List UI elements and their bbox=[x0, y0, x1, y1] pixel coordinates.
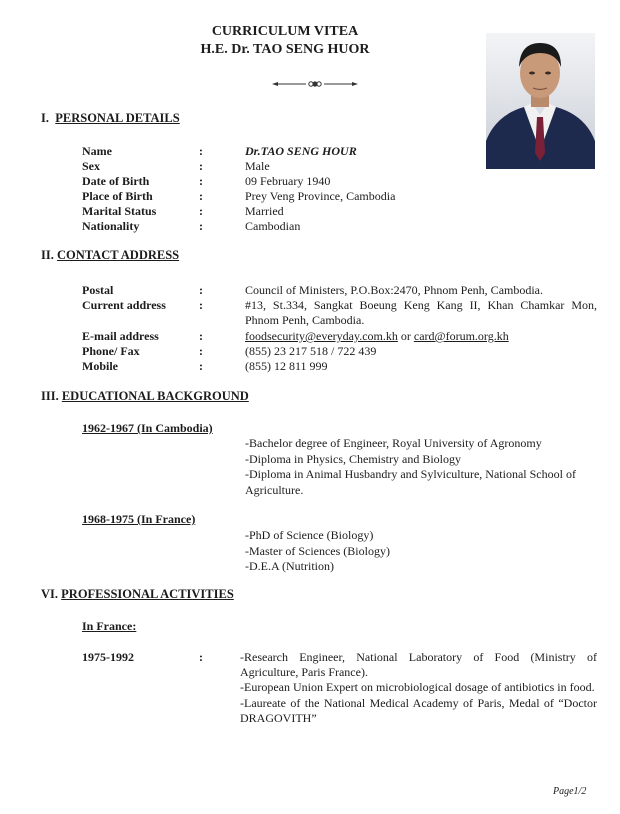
section-personal-details: I. PERSONAL DETAILS bbox=[41, 111, 180, 125]
cv-page: CURRICULUM VITEA H.E. Dr. TAO SENG HUOR I. PERSONAL DETAILS Name : Dr.TAO SENG HOUR Sex : Male Date of Birth : 09 February 1940 Place of Birth : Prey Veng Province, Cambodia Marital Status : Married Nationality : Cambodian II. CONTACT ADDRESS Postal : Council of Ministers, P.O.Box:2470, Phnom Penh, Cambodia. Current address : #13, St.334, Sangkat Boeung Keng Kang II, Khan Chamkar Mon, Phnom Penh, Cambodia. E-mail address : foodsecurity@everyday.com.kh or card@forum.org.kh Phone/ Fax : (855) 23 217 518 / 722 439 Mobile : (855) 12 811 999 III. EDUCATIONAL BACKGROUND 1962-1967 (In Cambodia) -Bachelor degree of Engineer, Royal University of Agronomy -Diploma in Physics, Chemistry and Biology -Diploma in Animal Husbandry and Sylviculture, National School of Agriculture. 1968-1975 (In France) -PhD of Science (Biology) -Master of Sciences (Biology) -D.E.A (Nutrition) VI. PROFESSIONAL ACTIVITIES In France: 1975-1992 : -Research Engineer, National Laboratory of Food (Ministry of Agriculture, Paris France). -European Union Expert on microbiological dosage of antibiotics in food. -Laureate of the National Medical Academy of Paris, Medal of “Doctor DRAGOVITH” Page1/2 bbox=[0, 0, 620, 814]
section-contact-address: II. CONTACT ADDRESS bbox=[41, 248, 180, 262]
ornament-divider-icon bbox=[270, 78, 360, 90]
education-period-france: 1968-1975 (In France) bbox=[82, 512, 196, 526]
page-number: Page1/2 bbox=[553, 786, 587, 797]
personal-row-date-of-birth: Date of Birth : 09 February 1940 bbox=[82, 174, 331, 188]
document-title: CURRICULUM VITEA bbox=[211, 24, 359, 39]
section-professional-activities: VI. PROFESSIONAL ACTIVITIES bbox=[41, 587, 234, 601]
current-address-value: #13, St.334, Sangkat Boeung Keng Kang II, Khan Chamkar Mon, Phnom Penh, Cambodia. bbox=[245, 298, 597, 327]
section-educational-background: III. EDUCATIONAL BACKGROUND bbox=[41, 389, 249, 403]
list-item: -Master of Sciences (Biology) bbox=[245, 543, 390, 558]
name-value: Dr.TAO SENG HOUR bbox=[245, 144, 357, 158]
personal-row-sex: Sex : Male bbox=[82, 159, 270, 173]
list-item: -PhD of Science (Biology) bbox=[245, 528, 374, 542]
contact-row-current-address: Current address : bbox=[82, 298, 203, 312]
personal-row-marital-status: Marital Status : Married bbox=[82, 204, 284, 218]
contact-row-postal: Postal : Council of Ministers, P.O.Box:2470, Phnom Penh, Cambodia. bbox=[82, 283, 544, 297]
list-item: -D.E.A (Nutrition) bbox=[245, 559, 334, 573]
professional-period: 1975-1992 bbox=[82, 650, 134, 664]
personal-row-nationality: Nationality : Cambodian bbox=[82, 219, 301, 233]
education-period-cambodia: 1962-1967 (In Cambodia) bbox=[82, 421, 213, 435]
personal-row-name: Name : Dr.TAO SENG HOUR bbox=[82, 144, 357, 158]
document-subtitle: H.E. Dr. TAO SENG HUOR bbox=[200, 42, 370, 57]
list-item: -Diploma in Animal Husbandry and Sylviculture, National School of Agriculture. bbox=[245, 467, 576, 497]
list-item: -European Union Expert on microbiological dosage of antibiotics in food. bbox=[240, 680, 595, 695]
contact-row-mobile: Mobile : (855) 12 811 999 bbox=[82, 359, 328, 373]
email-link-foodsecurity[interactable]: foodsecurity@everyday.com.kh bbox=[245, 329, 398, 343]
section-heading: PROFESSIONAL ACTIVITIES bbox=[61, 587, 234, 601]
education-list-cambodia bbox=[245, 436, 597, 498]
section-heading: EDUCATIONAL BACKGROUND bbox=[61, 389, 249, 403]
professional-list bbox=[240, 650, 597, 726]
list-item: -Laureate of the National Medical Academy of Paris, Medal of “Doctor DRAGOVITH” bbox=[240, 695, 597, 725]
list-item: -Bachelor degree of Engineer, Royal University of Agronomy bbox=[245, 436, 542, 450]
professional-sub-in-france: In France: bbox=[82, 619, 137, 633]
contact-row-email: E-mail address : foodsecurity@everyday.com.kh or card@forum.org.kh bbox=[82, 329, 509, 343]
email-link-card[interactable]: card@forum.org.kh bbox=[413, 329, 509, 343]
section-heading: CONTACT ADDRESS bbox=[56, 248, 180, 262]
list-item: -Diploma in Physics, Chemistry and Biology bbox=[245, 451, 461, 466]
contact-row-phone-fax: Phone/ Fax : (855) 23 217 518 / 722 439 bbox=[82, 344, 377, 358]
list-item: -Research Engineer, National Laboratory of Food (Ministry of Agriculture, Paris France). bbox=[240, 650, 597, 680]
section-heading: PERSONAL DETAILS bbox=[55, 111, 180, 125]
personal-row-place-of-birth: Place of Birth : Prey Veng Province, Cambodia bbox=[82, 189, 396, 203]
education-list-france bbox=[245, 528, 597, 575]
